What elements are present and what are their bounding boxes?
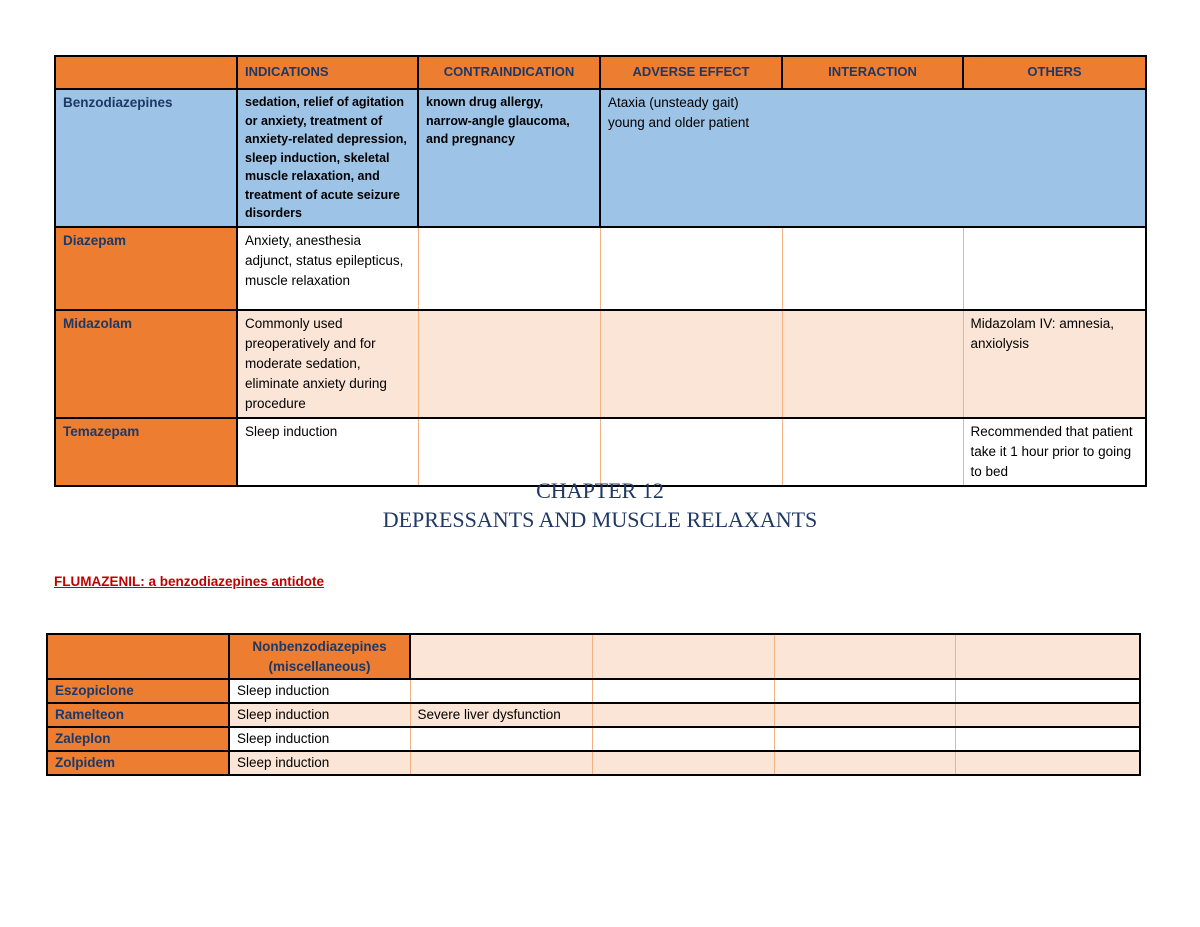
drug-name-cell: Diazepam: [55, 227, 237, 310]
header-cell: [774, 634, 955, 679]
others-cell: [963, 227, 1146, 310]
indication-cell: Sleep induction: [229, 679, 410, 703]
table-row: [55, 310, 1146, 418]
contraindication-cell: known drug allergy, narrow-angle glaucoma, and pregnancy: [418, 89, 600, 227]
empty-cell: [592, 751, 774, 775]
empty-cell: [592, 679, 774, 703]
drug-name-cell: Zaleplon: [47, 727, 229, 751]
contraindication-cell: [418, 227, 600, 310]
header-cell-indications: INDICATIONS: [237, 56, 418, 89]
drug-name-cell: Ramelteon: [47, 703, 229, 727]
table-header-row: [55, 56, 1146, 89]
indication-cell: Sleep induction: [229, 727, 410, 751]
interaction-cell: [782, 227, 963, 310]
adverse-effect-cell: [600, 418, 782, 486]
chapter-title: DEPRESSANTS AND MUSCLE RELAXANTS: [382, 507, 818, 532]
indications-cell: sedation, relief of agitation or anxiety, treatment of anxiety-related depression, sleep induction, skeletal muscle relaxation, and treatment of acute seizure disorders: [237, 89, 418, 227]
others-cell: [963, 89, 1146, 227]
indications-cell: Sleep induction: [237, 418, 418, 486]
header-cell-drug: [55, 56, 237, 89]
header-cell: [955, 634, 1140, 679]
indication-cell: Sleep induction: [229, 751, 410, 775]
interaction-cell: [782, 310, 963, 418]
indications-cell: Anxiety, anesthesia adjunct, status epilepticus, muscle relaxation: [237, 227, 418, 310]
header-cell-adverse-effect: ADVERSE EFFECT: [600, 56, 782, 89]
header-cell-interaction: INTERACTION: [782, 56, 963, 89]
table-header-row: [47, 634, 1140, 679]
contraindication-cell: [418, 310, 600, 418]
empty-cell: [955, 679, 1140, 703]
empty-cell: [592, 727, 774, 751]
drug-name-cell: Eszopiclone: [47, 679, 229, 703]
header-cell-corner: [47, 634, 229, 679]
drug-name-cell: Zolpidem: [47, 751, 229, 775]
adverse-effect-cell: [600, 310, 782, 418]
table-row: [47, 727, 1140, 751]
empty-cell: [774, 703, 955, 727]
empty-cell: [955, 703, 1140, 727]
drug-table-benzodiazepines: [54, 55, 1147, 487]
header-cell-nonbenzodiazepines: Nonbenzodiazepines (miscellaneous): [229, 634, 410, 679]
adverse-effect-cell: Ataxia (unsteady gait) young and older patient: [600, 89, 782, 227]
chapter-number: CHAPTER 12: [536, 478, 664, 503]
contraindication-cell: [410, 679, 592, 703]
indication-cell: Sleep induction: [229, 703, 410, 727]
table-row: [47, 703, 1140, 727]
empty-cell: [592, 703, 774, 727]
table-row: [55, 89, 1146, 227]
antidote-note: FLUMAZENIL: a benzodiazepines antidote: [54, 574, 325, 589]
empty-cell: [774, 679, 955, 703]
header-cell-contraindication: CONTRAINDICATION: [418, 56, 600, 89]
table-row: [47, 751, 1140, 775]
drug-name-cell: Benzodiazepines: [55, 89, 237, 227]
interaction-cell: [782, 418, 963, 486]
header-cell: [410, 634, 592, 679]
drug-name-cell: Temazepam: [55, 418, 237, 486]
indications-cell: Commonly used preoperatively and for moderate sedation, eliminate anxiety during procedure: [237, 310, 418, 418]
others-cell: Midazolam IV: amnesia, anxiolysis: [963, 310, 1146, 418]
adverse-effect-cell: [600, 227, 782, 310]
empty-cell: [955, 727, 1140, 751]
empty-cell: [955, 751, 1140, 775]
table-row: [55, 418, 1146, 486]
contraindication-cell: [410, 751, 592, 775]
contraindication-cell: Severe liver dysfunction: [410, 703, 592, 727]
drug-table-nonbenzodiazepines: [46, 633, 1141, 776]
empty-cell: [774, 751, 955, 775]
header-cell: [592, 634, 774, 679]
contraindication-cell: [410, 727, 592, 751]
table-row: [55, 227, 1146, 310]
interaction-cell: [782, 89, 963, 227]
header-cell-others: OTHERS: [963, 56, 1146, 89]
contraindication-cell: [418, 418, 600, 486]
drug-name-cell: Midazolam: [55, 310, 237, 418]
others-cell: Recommended that patient take it 1 hour prior to going to bed: [963, 418, 1146, 486]
table-row: [47, 679, 1140, 703]
empty-cell: [774, 727, 955, 751]
